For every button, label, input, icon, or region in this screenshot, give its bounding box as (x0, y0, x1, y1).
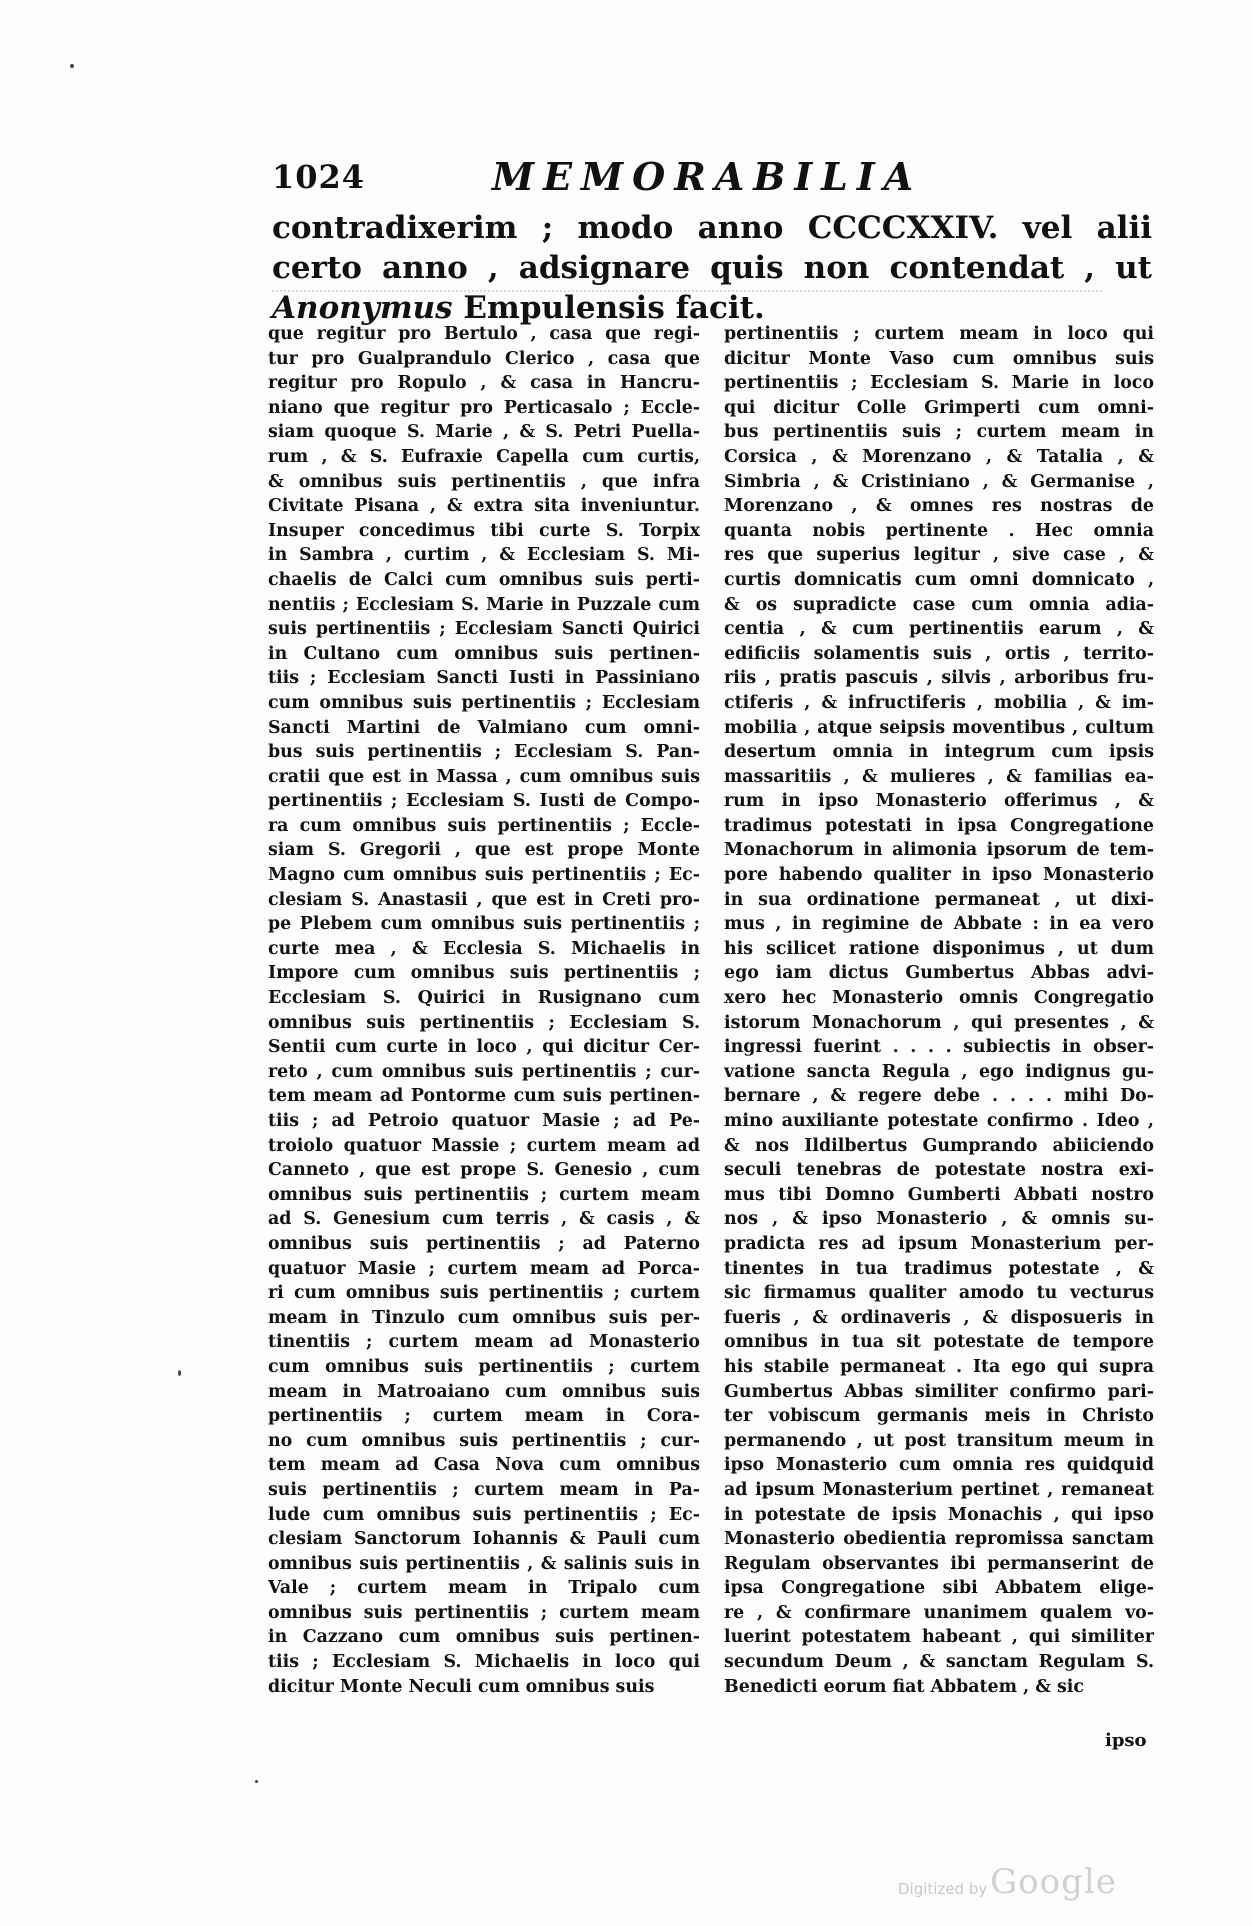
right-column-line: massaritiis , & mulieres , & familias ea- (724, 766, 1154, 787)
left-column-line: meam in Tinzulo cum omnibus suis per- (268, 1307, 700, 1328)
right-column-line: centia , & cum pertinentiis earum , & (724, 619, 1154, 640)
scan-speck (70, 64, 74, 68)
left-column-line: que regitur pro Bertulo , casa que regi- (268, 324, 700, 344)
running-title: MEMORABILIA (492, 154, 923, 199)
page-number: 1024 (272, 158, 366, 196)
left-column-line: tinentiis ; curtem meam ad Monasterio (268, 1332, 700, 1353)
left-column-line: omnibus suis pertinentiis ; ad Paterno (268, 1233, 700, 1254)
right-column-line: desertum omnia in integrum cum ipsis (724, 742, 1154, 763)
left-column-line: chaelis de Calci cum omnibus suis perti- (268, 569, 700, 590)
right-column-line: his scilicet ratione disponimus , ut dum (724, 938, 1154, 959)
left-column-line: tem meam ad Pontorme cum suis pertinen- (268, 1086, 700, 1107)
scan-speck (178, 1370, 181, 1376)
intro-text-a: contradixerim ; modo anno CCCCXXIV. vel alii certo anno , adsignare quis non contendat , ut (272, 210, 1152, 286)
right-column-line: Simbria , & Cristiniano , & Germanise , (724, 471, 1154, 492)
left-column-line: troiolo quatuor Massie ; curtem meam ad (268, 1135, 700, 1156)
left-column-line: omnibus suis pertinentiis , & salinis suis in (268, 1553, 700, 1574)
right-column-line: res que superius legitur , sive case , & (724, 545, 1154, 566)
intro-anonymus: Anonymus (272, 290, 453, 326)
left-column-line: pe Plebem cum omnibus suis pertinentiis ; (268, 914, 700, 935)
right-column-line: vatione sancta Regula , ego indignus gu- (724, 1061, 1154, 1082)
right-column-line: pradicta res ad ipsum Monasterium per- (724, 1233, 1154, 1254)
left-column-line: in Cultano cum omnibus suis pertinen- (268, 643, 700, 664)
right-column-line: ipsa Congregatione sibi Abbatem elige- (724, 1578, 1154, 1599)
left-column-line: Insuper concedimus tibi curte S. Torpix (268, 520, 700, 541)
left-column-line: clesiam Sanctorum Iohannis & Pauli cum (268, 1529, 700, 1550)
left-column-line: rum , & S. Eufraxie Capella cum curtis, (268, 446, 700, 467)
left-column-line: Ecclesiam S. Quirici in Rusignano cum (268, 988, 700, 1009)
left-column-line: curte mea , & Ecclesia S. Michaelis in (268, 938, 700, 959)
left-column-line: & omnibus suis pertinentiis , que infra (268, 471, 700, 492)
left-column-line: tiis ; Ecclesiam S. Michaelis in loco qui (268, 1652, 700, 1673)
right-column-line: ter vobiscum germanis meis in Christo (724, 1406, 1154, 1427)
right-column-line: curtis domnicatis cum omni domnicato , (724, 569, 1154, 590)
right-column-line: tinentes in tua tradimus potestate , & (724, 1258, 1154, 1279)
left-column (268, 322, 700, 1704)
left-column-line: lude cum omnibus suis pertinentiis ; Ec- (268, 1504, 700, 1525)
right-column-line: fueris , & ordinaveris , & disposueris in (724, 1307, 1154, 1328)
right-column-line: ctiferis , & infructiferis , mobilia , & im- (724, 692, 1154, 713)
left-column-line: in Sambra , curtim , & Ecclesiam S. Mi- (268, 545, 700, 566)
right-column-line: mus , in regimine de Abbate : in ea vero (724, 914, 1154, 935)
left-column-line: Magno cum omnibus suis pertinentiis ; Ec- (268, 865, 700, 886)
right-column-line: qui dicitur Colle Grimperti cum omni- (724, 397, 1154, 418)
right-column-line: quanta nobis pertinente . Hec omnia (724, 520, 1154, 541)
right-column-line: rum in ipso Monasterio offerimus , & (724, 791, 1154, 812)
right-column-line: bus pertinentiis suis ; curtem meam in (724, 422, 1154, 443)
right-column-line: his stabile permaneat . Ita ego qui supra (724, 1356, 1154, 1377)
google-watermark: Google (990, 1862, 1117, 1902)
right-column-line: nos , & ipso Monasterio , & omnis su- (724, 1209, 1154, 1230)
left-column-line: tiis ; Ecclesiam Sancti Iusti in Passiniano (268, 668, 700, 689)
right-column-line: Monachorum in alimonia ipsorum de tem- (724, 840, 1154, 861)
intro-text-b: Empulensis facit. (463, 290, 765, 326)
right-column-line: ego iam dictus Gumbertus Abbas advi- (724, 963, 1154, 984)
right-column-line: riis , pratis pascuis , silvis , arboribus fru- (724, 668, 1154, 689)
page-header (272, 150, 1152, 198)
right-column-line: pore habendo qualiter in ipso Monasterio (724, 865, 1154, 886)
left-column-line: tem meam ad Casa Nova cum omnibus (268, 1455, 700, 1476)
right-column-line: Benedicti eorum fiat Abbatem , & sic (724, 1676, 1084, 1697)
right-column-line: ingressi fuerint . . . . subiectis in obser- (724, 1037, 1154, 1058)
right-column-line: sic firmamus qualiter amodo tu vecturus (724, 1283, 1154, 1304)
scan-speck (255, 1780, 258, 1783)
left-column-line: Civitate Pisana , & extra sita inveniuntur. (268, 496, 700, 517)
catchword: ipso (1105, 1730, 1147, 1751)
right-column-line: ipso Monasterio cum omnia res quidquid (724, 1455, 1154, 1476)
intro-paragraph (272, 208, 1152, 328)
left-column-line: omnibus suis pertinentiis ; Ecclesiam S. (268, 1012, 700, 1033)
left-column-line: bus suis pertinentiis ; Ecclesiam S. Pan- (268, 742, 700, 763)
left-column-line: meam in Matroaiano cum omnibus suis (268, 1381, 700, 1402)
right-column-line: in potestate de ipsis Monachis , qui ipso (724, 1504, 1154, 1525)
left-column-line: omnibus suis pertinentiis ; curtem meam (268, 1184, 700, 1205)
left-column-line: cum omnibus suis pertinentiis ; curtem (268, 1356, 700, 1377)
digitized-by-watermark: Digitized by (898, 1880, 988, 1898)
right-column-line: mus tibi Domno Gumberti Abbati nostro (724, 1184, 1154, 1205)
right-column-line: Regulam observantes ibi permanserint de (724, 1553, 1154, 1574)
right-column (724, 322, 1154, 1704)
right-column-line: in sua ordinatione permaneat , ut dixi- (724, 889, 1154, 910)
right-column-line: Gumbertus Abbas similiter confirmo pari- (724, 1381, 1154, 1402)
right-column-line: bernare , & regere debe . . . . mihi Do- (724, 1086, 1154, 1107)
right-column-line: secundum Deum , & sanctam Regulam S. (724, 1652, 1154, 1673)
left-column-line: cum omnibus suis pertinentiis ; Ecclesiam (268, 692, 700, 713)
right-column-line: Monasterio obedientia repromissa sanctam (724, 1529, 1154, 1550)
left-column-line: Impore cum omnibus suis pertinentiis ; (268, 963, 700, 984)
left-column-line: clesiam S. Anastasii , que est in Creti pro- (268, 889, 700, 910)
right-column-line: ad ipsum Monasterium pertinet , remaneat (724, 1479, 1154, 1500)
left-column-line: Vale ; curtem meam in Tripalo cum (268, 1578, 700, 1599)
right-column-line: Corsica , & Morenzano , & Tatalia , & (724, 446, 1154, 467)
right-column-line: & nos Ildilbertus Gumprando abiiciendo (724, 1135, 1154, 1156)
left-column-line: ra cum omnibus suis pertinentiis ; Eccle- (268, 815, 700, 836)
right-column-line: tradimus potestati in ipsa Congregatione (724, 815, 1154, 836)
right-column-line: seculi tenebras de potestate nostra exi- (724, 1160, 1154, 1181)
left-column-line: pertinentiis ; Ecclesiam S. Iusti de Compo- (268, 791, 700, 812)
right-column-line: edificiis solamentis suis , ortis , territo- (724, 643, 1154, 664)
faint-bleed-through-line (272, 290, 1102, 306)
left-column-line: omnibus suis pertinentiis ; curtem meam (268, 1602, 700, 1623)
left-column-line: siam quoque S. Marie , & S. Petri Puella- (268, 422, 700, 443)
left-column-line: siam S. Gregorii , que est prope Monte (268, 840, 700, 861)
right-column-line: & os supradicte case cum omnia adia- (724, 594, 1154, 615)
left-column-line: Sancti Martini de Valmiano cum omni- (268, 717, 700, 738)
right-column-line: xero hec Monasterio omnis Congregatio (724, 988, 1154, 1009)
right-column-line: istorum Monachorum , qui presentes , & (724, 1012, 1154, 1033)
right-column-line: permanendo , ut post transitum meum in (724, 1430, 1154, 1451)
left-column-line: ri cum omnibus suis pertinentiis ; curtem (268, 1283, 700, 1304)
left-column-line: nentiis ; Ecclesiam S. Marie in Puzzale cum (268, 594, 700, 615)
left-column-line: pertinentiis ; curtem meam in Cora- (268, 1406, 700, 1427)
right-column-line: pertinentiis ; Ecclesiam S. Marie in loco (724, 373, 1154, 394)
right-column-line: luerint potestatem habeant , qui similiter (724, 1627, 1154, 1648)
left-column-line: ad S. Genesium cum terris , & casis , & (268, 1209, 700, 1230)
left-column-line: tiis ; ad Petroio quatuor Masie ; ad Pe- (268, 1111, 700, 1131)
right-column-line: pertinentiis ; curtem meam in loco qui (724, 324, 1154, 344)
left-column-line: quatuor Masie ; curtem meam ad Porca- (268, 1258, 700, 1279)
left-column-line: tur pro Gualprandulo Clerico , casa que (268, 348, 700, 369)
right-column-line: dicitur Monte Vaso cum omnibus suis (724, 348, 1154, 369)
left-column-line: reto , cum omnibus suis pertinentiis ; cur- (268, 1061, 700, 1082)
right-column-line: mino auxiliante potestate confirmo . Ideo , (724, 1111, 1154, 1131)
right-column-line: mobilia , atque seipsis moventibus , cultum (724, 717, 1154, 738)
left-column-line: in Cazzano cum omnibus suis pertinen- (268, 1627, 700, 1648)
left-column-line: suis pertinentiis ; curtem meam in Pa- (268, 1479, 700, 1500)
left-column-line: Canneto , que est prope S. Genesio , cum (268, 1160, 700, 1181)
right-column-line: re , & confirmare unanimem qualem vo- (724, 1602, 1154, 1623)
left-column-line: no cum omnibus suis pertinentiis ; cur- (268, 1430, 700, 1451)
right-column-line: omnibus in tua sit potestate de tempore (724, 1332, 1154, 1353)
left-column-line: niano que regitur pro Perticasalo ; Eccle- (268, 397, 700, 418)
left-column-line: Sentii cum curte in loco , qui dicitur Cer- (268, 1037, 700, 1058)
left-column-line: regitur pro Ropulo , & casa in Hancru- (268, 373, 700, 394)
left-column-line: cratii que est in Massa , cum omnibus suis (268, 766, 700, 787)
left-column-line: dicitur Monte Neculi cum omnibus suis (268, 1676, 655, 1697)
right-column-line: Morenzano , & omnes res nostras de (724, 496, 1154, 517)
left-column-line: suis pertinentiis ; Ecclesiam Sancti Quirici (268, 619, 700, 640)
